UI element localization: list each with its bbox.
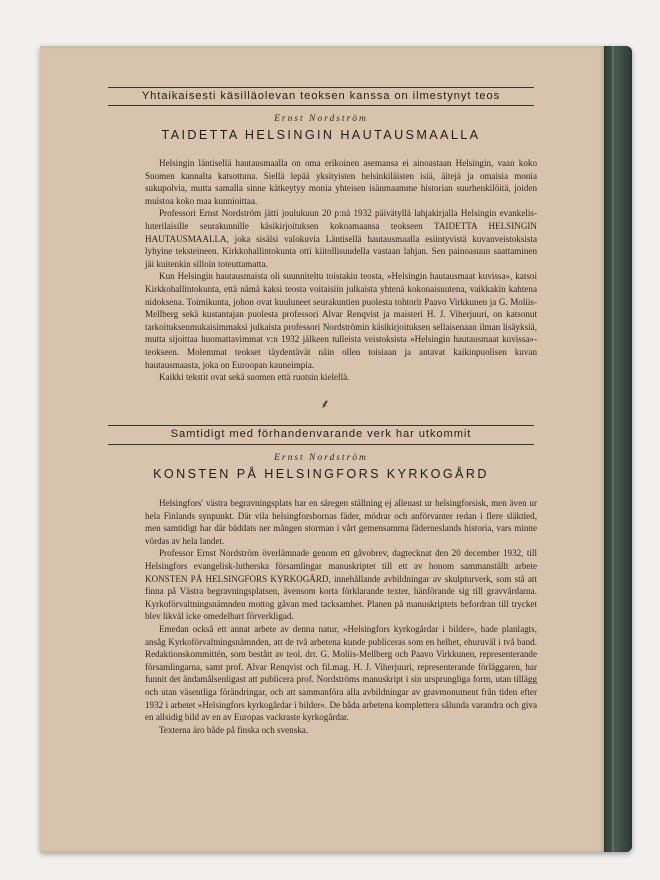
section2-heading: Samtidigt med förhandenvarande verk har utkommit: [170, 428, 472, 440]
section1-paragraph: Professori Ernst Nordström jätti joulukuun 20 p:nä 1932 päivätyllä lahjakirjalla Helsingin evankelis-luterilaisille seurakunnille käsikirjoituksen kokoamaansa teokseen TAIDETTA HELSINGIN HAUTAUSMAALLA, joka sisälsi valokuvia Läntisellä hautausmaalla esiintyvistä kuvanveistoksista lyhyine teksteineen. Kirkkohallintokunta otti kiitollisuudella vastaan lahjan. Sen painoasuun saattaminen jäi kuitenkin silloin toteuttamatta.: [145, 208, 537, 269]
section2-bottom-rule: [108, 444, 534, 445]
section1-bottom-rule: [108, 105, 534, 106]
section2-paragraph: Emedan också ett annat arbete av denna natur, »Helsingfors kyrkogårdar i bilder», hade planlagts, ansåg Kyrkoförvaltningsnämnden, att de två arbetena kunde publiceras som en helhet, ehuruväl i två band. Redaktionskommittén, som bestått av teol. drr. G. Moliis-Mellberg och Paavo Virkkunen, representerande församlingarna, samt prof. Alvar Renqvist och fil.mag. H. J. Viherjuuri, representerande förläggaren, har funnit det ändamålsenligast att publicera prof. Nordströms manuskript i sin ursprungliga form, utan tillägg och utan väsentliga förändringar, och att sammanföra alla avbildningar av gravmonument från tiden efter 1932 i arbetet »Helsingfors kyrkogårdar i bilder». De båda arbetena komplettera sålunda varandra och giva en allsidig bild av en av Europas vackraste kyrkogårdar.: [145, 623, 537, 723]
section1-top-rule: [108, 87, 534, 88]
spine-hinge-line: [612, 46, 614, 852]
section2-paragraph: Professor Ernst Nordström överlämnade genom ett gåvobrev, dagtecknat den 20 december 1932, till Helsingfors evangelisk-lutherska församlingar manuskriptet till ett av honom sammanställt arbete KONSTEN PÅ HELSINGFORS KYRKOGÅRD, innehållande avbildningar av skulpturverk, som stå att finna på Västra begravningsplatsen, ävensom korta förklarande texter, hänförande sig till gravvårdarna. Kyrkoförvaltningsnämnden mottog gåvan med tacksamhet. Planen på manuskriptets befordran till trycket blev likväl icke omedelbart förverkligad.: [145, 548, 537, 622]
section2-author: Ernst Nordström: [274, 453, 368, 463]
section1-paragraph: Kaikki tekstit ovat sekä suomen että ruotsin kielellä.: [159, 372, 350, 383]
section2-paragraph: Helsingfors' västra begravningsplats har en säregen ställning ej allenast ur helsingforsisk, men även ur hela Finlands synpunkt. Där vila helsingforsbornas fäder, mödrar och anförvanter redan i flere släktled, men samtidigt har där bäddats ner mången storman i vårt gemensamma fäderneslands historia, vars minne vördas av hela landet.: [145, 498, 537, 546]
section1-title: TAIDETTA HELSINGIN HAUTAUSMAALLA: [161, 128, 481, 142]
section1-body: [145, 157, 537, 384]
section2-body: [145, 497, 537, 736]
section1-paragraph: Helsingin läntisellä hautausmaalla on oma erikoinen asemansa ei ainoastaan Helsingin, vaan koko Suomen kannalta katsottuna. Siellä lepää yksityisten helsinkiläisten isiä, äitejä ja omaisia monia sukupolvia, mutta samalla sinne kätkeytyy monia yhteisen isänmaamme historian suurhenkilöitä, joiden muistoa koko maa kunnioittaa.: [145, 158, 537, 206]
section1-paragraph: Kun Helsingin hautausmaista oli suunniteltu toistakin teosta, »Helsingin hautausmaat kuvissa», katsoi Kirkkohallintokunta, että nämä kaksi teosta voitaisiin julkaista yhtenä kokonaisuutena, vaikkakin kahtena nidoksena. Toimikunta, johon ovat kuuluneet seurakuntien puolesta tohtorit Paavo Virkkunen ja G. Moliis-Mellberg sekä kustantajan puolesta professori Alvar Renqvist ja maisteri H. J. Viherjuuri, on katsonut tarkoituksenmukaisimmaksi julkaista professori Nordströmin käsikirjoituksen sellaisenaan ilman lisäyksiä, mutta sijoittaa huomattavimmat v:n 1932 jälkeen tulleista veistoksista »Helsingin hautausmaat kuvissa»-teokseen. Molemmat teokset täydentävät näin ollen toisiaan ja antavat kaikinpuolisen kuvan hautausmaasta, joka on Euroopan kauneimpia.: [145, 271, 537, 370]
section2-top-rule: [108, 425, 534, 426]
section2-paragraph: Texterna äro både på finska och svenska.: [159, 724, 309, 735]
ornament-divider: ⸙: [320, 396, 330, 411]
section1-author: Ernst Nordström: [274, 114, 368, 124]
section2-title: KONSTEN PÅ HELSINGFORS KYRKOGÅRD: [153, 467, 489, 481]
spine-edge: [604, 46, 632, 852]
section1-heading: Yhtaikaisesti käsilläolevan teoksen kanssa on ilmestynyt teos: [141, 90, 501, 102]
